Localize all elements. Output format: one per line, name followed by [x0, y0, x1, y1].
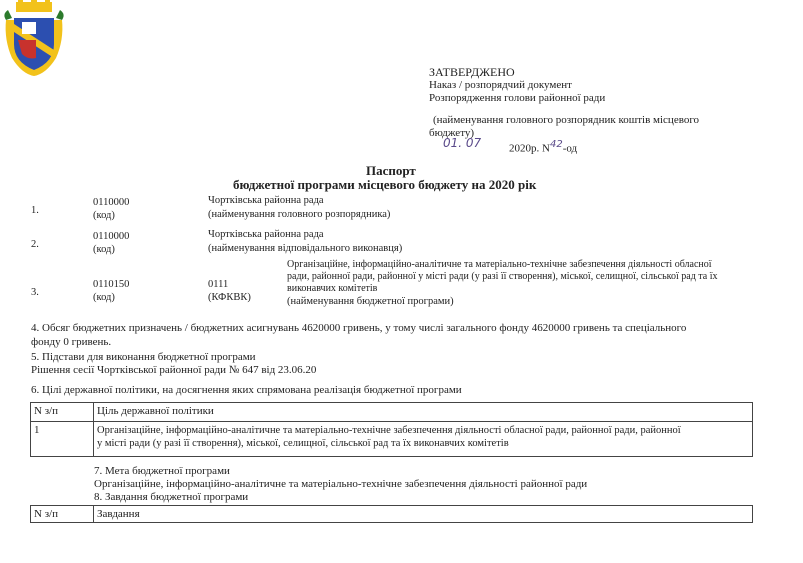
row-goal-cell: [94, 422, 753, 457]
row1-code-label: (код): [93, 210, 115, 221]
tasks-table: [30, 505, 753, 523]
section4-line2: фонду 0 гривень.: [31, 336, 112, 348]
row-goal-text-1: Організаційне, інформаційно-аналітичне та матеріально-технічне забезпечення діяльності обласної ради, районної ради, районної: [97, 425, 681, 436]
row1-name-label: (найменування головного розпорядника): [208, 209, 391, 220]
row1-num: 1.: [31, 205, 39, 216]
row3-name-1: Організаційне, інформаційно-аналітичне та матеріально-технічне забезпечення діяльності обласної: [287, 259, 712, 270]
handwritten-date: 01. 07: [443, 136, 482, 150]
table-row: [31, 422, 753, 457]
approved-label: ЗАТВЕРДЖЕНО: [429, 65, 515, 79]
table-header-row: [31, 403, 753, 422]
title-passport: Паспорт: [366, 163, 416, 178]
tasks-col-num-header: N з/п: [31, 506, 94, 523]
year-text: 2020р. N: [509, 142, 550, 155]
manager-note-1: (найменування головного розпорядник коштів місцевого: [433, 114, 700, 126]
section5-heading: 5. Підстави для виконання бюджетної програми: [31, 351, 256, 363]
policy-goals-table: [30, 402, 753, 457]
handwritten-number: 42: [549, 139, 563, 150]
year-number-line: [509, 138, 577, 156]
tasks-col-task-header: Завдання: [94, 506, 753, 523]
row3-code: 0110150: [93, 279, 130, 290]
row3-name-label: (найменування бюджетної програми): [287, 296, 454, 307]
row-goal-text-2: у місті ради (у разі її створення), міської, селищної, сільської рад та їх виконавчих комітетів: [97, 438, 509, 449]
col-num-header: N з/п: [31, 403, 94, 422]
number-suffix: -од: [562, 142, 578, 155]
col-goal-header: Ціль державної політики: [94, 403, 753, 422]
row2-num: 2.: [31, 239, 39, 250]
section7-heading: 7. Мета бюджетної програми: [94, 465, 230, 477]
manager-note-2: бюджету): [429, 127, 475, 139]
row3-name-3: виконавчих комітетів: [287, 283, 378, 294]
section7-text: Організаційне, інформаційно-аналітичне та матеріально-технічне забезпечення діяльності районної ради: [94, 478, 588, 490]
coat-of-arms-emblem: [2, 0, 66, 78]
row2-code: 0110000: [93, 231, 130, 242]
row3-kfkvk: 0111: [208, 279, 229, 290]
row2-code-label: (код): [93, 244, 115, 255]
title-program: бюджетної програми місцевого бюджету на 2020 рік: [233, 177, 537, 192]
section5-text: Рішення сесії Чортківської районної ради № 647 від 23.06.20: [31, 364, 317, 376]
row3-num: 3.: [31, 287, 39, 298]
row3-name-2: ради, районної ради, районної у місті ради (у разі її створення), міської, селищної, сільської рад та їх: [287, 271, 718, 282]
table-header-row: [31, 506, 753, 523]
row1-code: 0110000: [93, 197, 130, 208]
row2-name-label: (найменування відповідального виконавця): [208, 243, 403, 254]
row2-name: Чортківська районна рада: [208, 229, 324, 240]
order-name: Розпорядження голови районної ради: [429, 92, 606, 104]
row1-name: Чортківська районна рада: [208, 195, 324, 206]
row-num-cell: 1: [31, 422, 94, 457]
row3-code-label: (код): [93, 292, 115, 303]
row3-kfkvk-label: (КФКВК): [208, 292, 251, 303]
section8-heading: 8. Завдання бюджетної програми: [94, 491, 249, 503]
order-line: Наказ / розпорядчий документ: [429, 79, 572, 91]
section6-heading: 6. Цілі державної політики, на досягнення яких спрямована реалізація бюджетної програми: [31, 384, 462, 396]
section4-line1: 4. Обсяг бюджетних призначень / бюджетних асигнувань 4620000 гривень, у тому числі загального фонду 4620000 гривень та спеціального: [31, 322, 687, 334]
